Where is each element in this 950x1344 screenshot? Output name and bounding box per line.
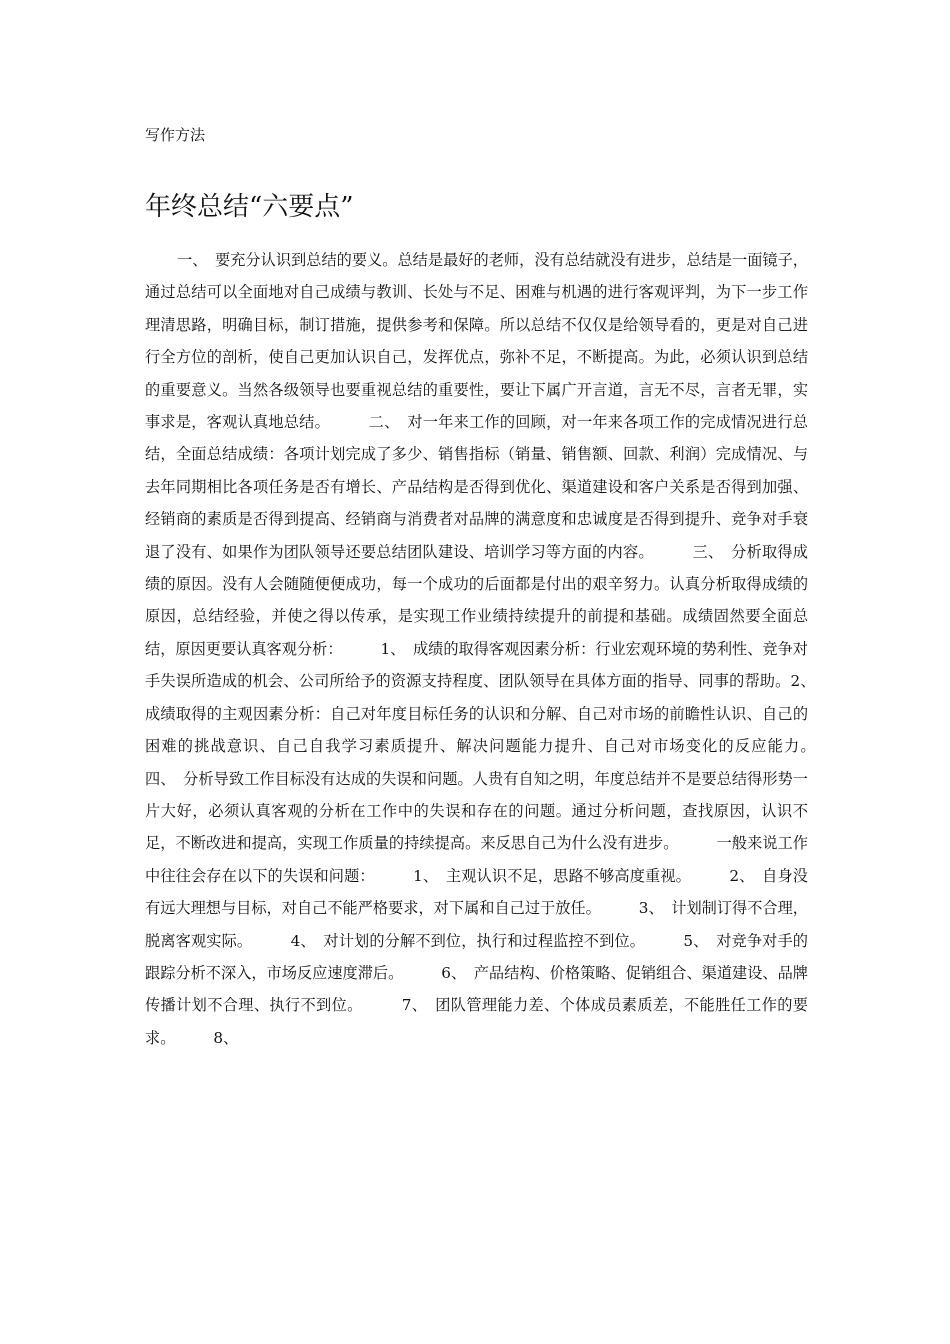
document-title: 年终总结“六要点” — [145, 192, 354, 222]
section-label: 写作方法 — [145, 126, 206, 144]
body-paragraph: 一、 要充分认识到总结的要义。总结是最好的老师，没有总结就没有进步，总结是一面镜子，通过总结可以全面地对自己成绩与教训、长处与不足、困难与机遇的进行客观评判，为下一步工作理清思路，明确目标，制订措施，提供参考和保障。所以总结不仅仅是给领导看的，更是对自己进行全方位的剖析，使自己更加认识自己，发挥优点，弥补不足，不断提高。为此，必须认识到总结的重要意义。当然各级领导也要重视总结的重要性，要让下属广开言道，言无不尽，言者无罪，实事求是，客观认真地总结。 二、 对一年来工作的回顾，对一年来各项工作的完成情况进行总结，全面总结成绩：各项计划完成了多少、销售指标（销量、销售额、回款、利润）完成情况、与去年同期相比各项任务是否有增长、产品结构是否得到优化、渠道建设和客户关系是否得到加强、经销商的素质是否得到提高、经销商与消费者对品牌的满意度和忠诚度是否得到提升、竞争对手衰退了没有、如果作为团队领导还要总结团队建设、培训学习等方面的内容。 三、 分析取得成绩的原因。没有人会随随便便成功，每一个成功的后面都是付出的艰辛努力。认真分析取得成绩的原因，总结经验，并使之得以传承，是实现工作业绩持续提升的前提和基础。成绩固然要全面总结，原因更要认真客观分析： 1、 成绩的取得客观因素分析：行业宏观环境的势利性、竞争对手失误所造成的机会、公司所给予的资源支持程度、团队领导在具体方面的指导、同事的帮助。2、 成绩取得的主观因素分析：自己对年度目标任务的认识和分解、自己对市场的前瞻性认识、自己的困难的挑战意识、自己自我学习素质提升、解决问题能力提升、自己对市场变化的反应能力。 四、 分析导致工作目标没有达成的失误和问题。人贵有自知之明，年度总结并不是要总结得形势一片大好，必须认真客观的分析在工作中的失误和存在的问题。通过分析问题，查找原因，认识不足，不断改进和提高，实现工作质量的持续提高。来反思自己为什么没有进步。 一般来说工作中往往会存在以下的失误和问题： 1、 主观认识不足，思路不够高度重视。 2、 自身没有远大理想与目标，对自己不能严格要求，对下属和自己过于放任。 3、 计划制订得不合理，脱离客观实际。 4、 对计划的分解不到位，执行和过程监控不到位。 5、 对竞争对手的跟踪分析不深入，市场反应速度滞后。 6、 产品结构、价格策略、促销组合、渠道建设、品牌传播计划不合理、执行不到位。 7、 团队管理能力差、个体成员素质差，不能胜任工作的要求。 8、 — [145, 251, 854, 1047]
